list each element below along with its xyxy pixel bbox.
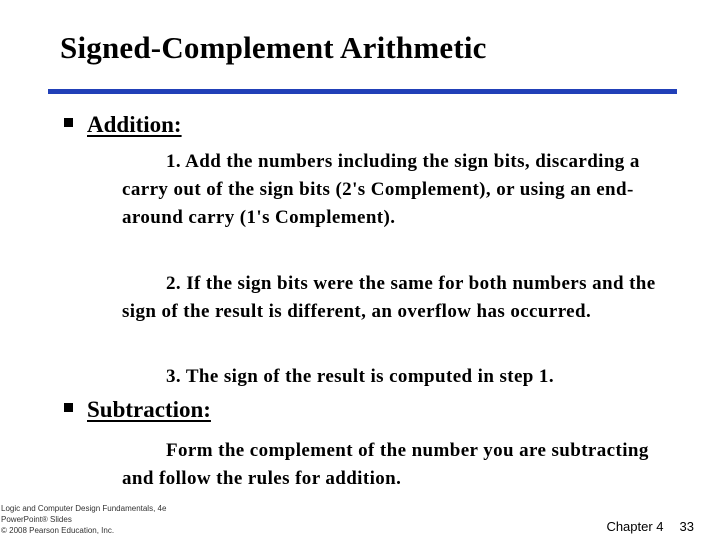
book-format: PowerPoint® Slides	[1, 515, 72, 524]
slide-title: Signed-Complement Arithmetic	[60, 30, 487, 65]
bullet-square-icon	[64, 403, 73, 412]
chapter-label: Chapter 4	[606, 519, 664, 534]
book-title: Logic and Computer Design Fundamentals, 4e	[1, 504, 167, 513]
slide-footer	[606, 519, 694, 534]
addition-heading: Addition:	[87, 112, 182, 137]
addition-step-1: 1. Add the numbers including the sign bits, discarding a carry out of the sign bits (2's Complement), or using an end-around carry (1's Complement).	[122, 151, 640, 228]
copyright: © 2008 Pearson Education, Inc.	[1, 526, 115, 535]
addition-step-3: 3. The sign of the result is computed in step 1.	[166, 366, 554, 387]
page-number: 33	[679, 519, 694, 534]
subtraction-bullet	[64, 397, 211, 423]
addition-bullet	[64, 112, 182, 138]
bullet-square-icon	[64, 118, 73, 127]
subtraction-text: Form the complement of the number you are subtracting and follow the rules for addition.	[122, 440, 649, 489]
publisher-logo	[1, 503, 166, 536]
title-divider	[48, 89, 677, 94]
subtraction-heading: Subtraction:	[87, 397, 211, 422]
addition-step-2: 2. If the sign bits were the same for both numbers and the sign of the result is different, an overflow has occurred.	[122, 273, 656, 322]
